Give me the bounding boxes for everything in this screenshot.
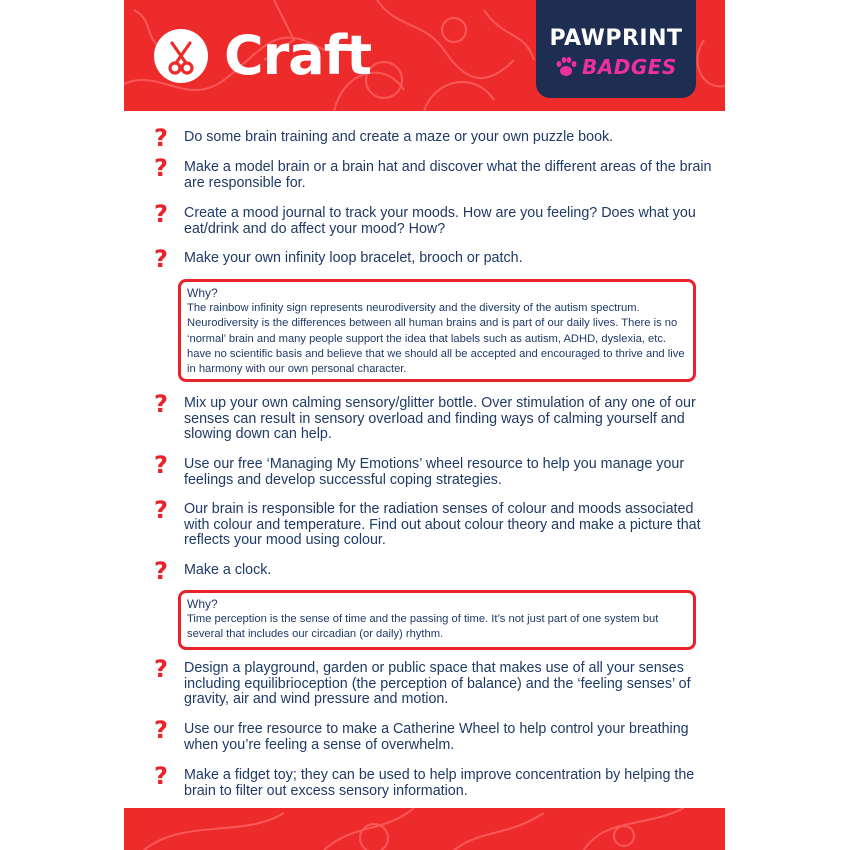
question-mark-icon: ? xyxy=(154,390,168,418)
question-mark-icon: ? xyxy=(154,762,168,790)
pawprint-badges-logo xyxy=(536,0,696,98)
footer-banner xyxy=(124,808,725,850)
question-mark-icon: ? xyxy=(154,200,168,228)
item-text: Create a mood journal to track your moods. How are you feeling? Does what you eat/drink and do affect your mood? How? xyxy=(184,205,696,237)
item-text: Make a fidget toy; they can be used to help improve concentration by helping the brain to filter out excess sensory information. xyxy=(184,767,695,799)
scissors-badge xyxy=(154,29,208,83)
item-text: Make a model brain or a brain hat and discover what the different areas of the brain are responsible for. xyxy=(184,159,712,191)
item-text: Make a clock. xyxy=(184,562,272,578)
item-text: Our brain is responsible for the radiation senses of colour and moods associated with colour and temperature. Find out about colour theory and make a picture that reflects your mood using colour. xyxy=(184,501,701,548)
why-text: Time perception is the sense of time and the passing of time. It’s not just part of one system but several that includes our circadian (or daily) rhythm. xyxy=(187,613,659,641)
item-text: Make your own infinity loop bracelet, brooch or patch. xyxy=(184,250,523,266)
item-text: Use our free resource to make a Catherine Wheel to help control your breathing when you’re feeling a sense of overwhelm. xyxy=(184,721,689,753)
question-mark-icon: ? xyxy=(154,154,168,182)
item-text: Mix up your own calming sensory/glitter bottle. Over stimulation of any one of our senses can result in sensory overload and finding ways of calming yourself and slowing down can help. xyxy=(184,395,696,442)
why-text: The rainbow infinity sign represents neurodiversity and the diversity of the autism spectrum. Neurodiversity is the differences between all human brains and is part of our daily lives. There is no ‘normal’ brain and many people support the idea that labels such as autism, ADHD, dyslexia, etc. have no scientific basis and believe that we should all be accepted and encouraged to thrive and live in harmony with our own personal character. xyxy=(187,302,685,376)
why-label: Why? xyxy=(187,597,218,611)
item-text: Use our free ‘Managing My Emotions’ wheel resource to help you manage your feelings and develop successful coping strategies. xyxy=(184,456,685,488)
question-mark-icon: ? xyxy=(154,245,168,273)
header-banner xyxy=(124,0,725,111)
brand-bottom xyxy=(554,54,684,80)
question-mark-icon: ? xyxy=(154,557,168,585)
question-mark-icon: ? xyxy=(154,716,168,744)
why-label: Why? xyxy=(187,286,218,300)
why-box xyxy=(178,279,696,382)
brand-bottom-word: BADGES xyxy=(582,55,677,79)
question-mark-icon: ? xyxy=(154,496,168,524)
why-box xyxy=(178,590,696,650)
brand-top-word: PAWPRINT xyxy=(549,26,683,51)
item-text: Do some brain training and create a maze or your own puzzle book. xyxy=(184,129,614,145)
question-mark-icon: ? xyxy=(154,451,168,479)
question-mark-icon: ? xyxy=(154,655,168,683)
paw-print-icon xyxy=(554,55,578,79)
question-mark-icon: ? xyxy=(154,124,168,152)
footer-pattern xyxy=(124,808,725,850)
item-text: Design a playground, garden or public space that makes use of all your senses including equilibrioception (the perception of balance) and the ‘feeling senses’ of gravity, air and wind pressure and motion. xyxy=(184,660,691,707)
scissors-icon xyxy=(154,29,208,83)
craft-page xyxy=(124,0,725,850)
page-title: Craft xyxy=(224,24,372,87)
